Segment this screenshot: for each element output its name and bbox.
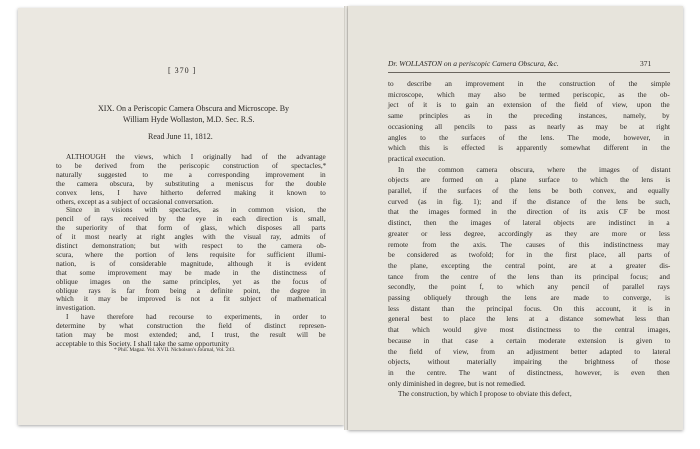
footnote: * Phil. Magaz. Vol. XVII. Nicholson's Journal, Vol. 243. [114, 347, 236, 353]
right-page-number: 371 [640, 59, 652, 68]
left-page [18, 8, 344, 425]
left-line: ALTHOUGH the views, which I originally had of the advantage [66, 152, 326, 161]
right-line: because in that case a certain moderate extension is given to [388, 335, 671, 345]
header-rule [388, 72, 670, 73]
right-line: ject of it is to gain an extension of the field of view, upon the [388, 100, 670, 110]
right-line: In the common camera obscura, where the images of distant [398, 164, 671, 174]
left-page-number: [ 370 ] [168, 66, 197, 75]
left-line: determine by what construction the field of distinct represen- [56, 321, 327, 331]
article-title-line-1: XIX. On a Periscopic Camera Obscura and Microscope. By [98, 104, 290, 113]
left-line: investigation. [56, 303, 96, 313]
right-line: distinct, then the images of lateral objects are indistinct in a [388, 218, 670, 228]
right-line: the plane, excepting the central point, are at a greater dis- [388, 260, 671, 270]
read-date: Read June 11, 1812. [148, 132, 213, 141]
running-head: Dr. WOLLASTON on a periscopic Camera Obscura, &c. [388, 59, 559, 68]
right-line: remote from the axis. The causes of this indistinctness may [388, 239, 670, 249]
right-line: objects, without materially impairing the brightness of those [388, 357, 670, 367]
left-line: oblique images on the same principles, yet as the focus of [56, 276, 327, 286]
right-line: curved (as in fig. 1); and if the distance of the lens be such, [388, 196, 671, 206]
right-line: be considered as twofold; for in the first place, all parts of [388, 250, 670, 260]
left-line: pencil of rays received by the eye in each direction is small, [56, 214, 326, 224]
right-line: passing obliquely through the lens are made to converge, is [388, 293, 670, 302]
left-line: distinct demonstration; but with respect to the camera ob- [56, 241, 327, 250]
right-line: same principles as in the preceding instances, namely, by [388, 111, 670, 121]
left-line: of it most nearly at right angles with the visual ray, admits of [56, 232, 326, 242]
right-line: the field of view, from an adjustment better adapted to lateral [388, 346, 671, 356]
left-line: others, except as a subject of occasional conversation. [56, 196, 214, 206]
left-line: oblique rays is far from being a definite point, the degree in [56, 285, 326, 295]
left-line: naturally suggested to me a corresponding improvement in [56, 169, 326, 179]
left-line: the superiority of that form of glass, which disposes all parts [56, 223, 326, 233]
right-line: which this is effected is apparently somewhat different in the [388, 143, 670, 153]
right-line: greater or less degree, accordingly as they are more or less [388, 228, 670, 238]
left-line: Since in visions with spectacles, as in common vision, the [66, 205, 327, 215]
article-title-line-2: William Hyde Wollaston, M.D. Sec. R.S. [123, 115, 255, 124]
right-line: angles to the surfaces of the lens. The mode, however, in [388, 132, 670, 142]
right-line: occasioning all pencils to pass as nearly as may be at right [388, 121, 671, 131]
right-page [348, 6, 683, 430]
left-line: acceptable to this Society. I shall take the same opportunity [56, 338, 229, 348]
right-line: to describe an improvement in the construction of the simple [388, 79, 671, 88]
right-line: less distant than the principal focus. On this account, it is in [388, 303, 671, 313]
left-line: the camera obscura, by substituting a meniscus for the double [56, 178, 326, 188]
left-line: that some improvement may be made in the distinctness of [56, 267, 326, 277]
left-line: which it may be improved is not a fit subject of mathematical [56, 294, 327, 304]
right-line: microscope, which may also be termed periscopic, as the ob- [388, 89, 670, 99]
right-line: that which would give most distinctness to the central images, [388, 325, 671, 335]
left-line: I have therefore had recourse to experiments, in order to [66, 312, 327, 322]
right-line: The construction, by which I propose to obviate this defect, [398, 389, 572, 399]
right-line: parallel, if the surfaces of the lens be both convex, and equally [388, 186, 670, 195]
right-line: practical execution. [388, 153, 446, 163]
left-line: scura, where the portion of lens requisite for sufficient illumi- [56, 249, 327, 259]
right-line: in the centre. The want of distinctness, however, is even then [388, 367, 670, 377]
left-line: tation may be most extended; and, I trust, the result will be [56, 330, 326, 339]
right-line: tance from the centre of the lens than its principal focus; and [388, 271, 670, 281]
left-line: convex lens, I have hitherto deferred making it known to [56, 187, 326, 197]
left-line: nation, is of considerable magnitude, although it is evident [56, 258, 327, 268]
right-line: that the images formed in the direction of its axis CF be most [388, 207, 670, 217]
right-line: only diminished in degree, but is not remedied. [388, 378, 526, 388]
right-line: general best to place the lens at a distance somewhat less than [388, 314, 670, 324]
right-line: secondly, the point f, to which any pencil of parallel rays [388, 282, 670, 292]
left-line: to be derived from the periscopic construction of spectacles,* [56, 160, 327, 170]
right-line: objects are formed on a plane surface to which the lens is [388, 175, 671, 185]
